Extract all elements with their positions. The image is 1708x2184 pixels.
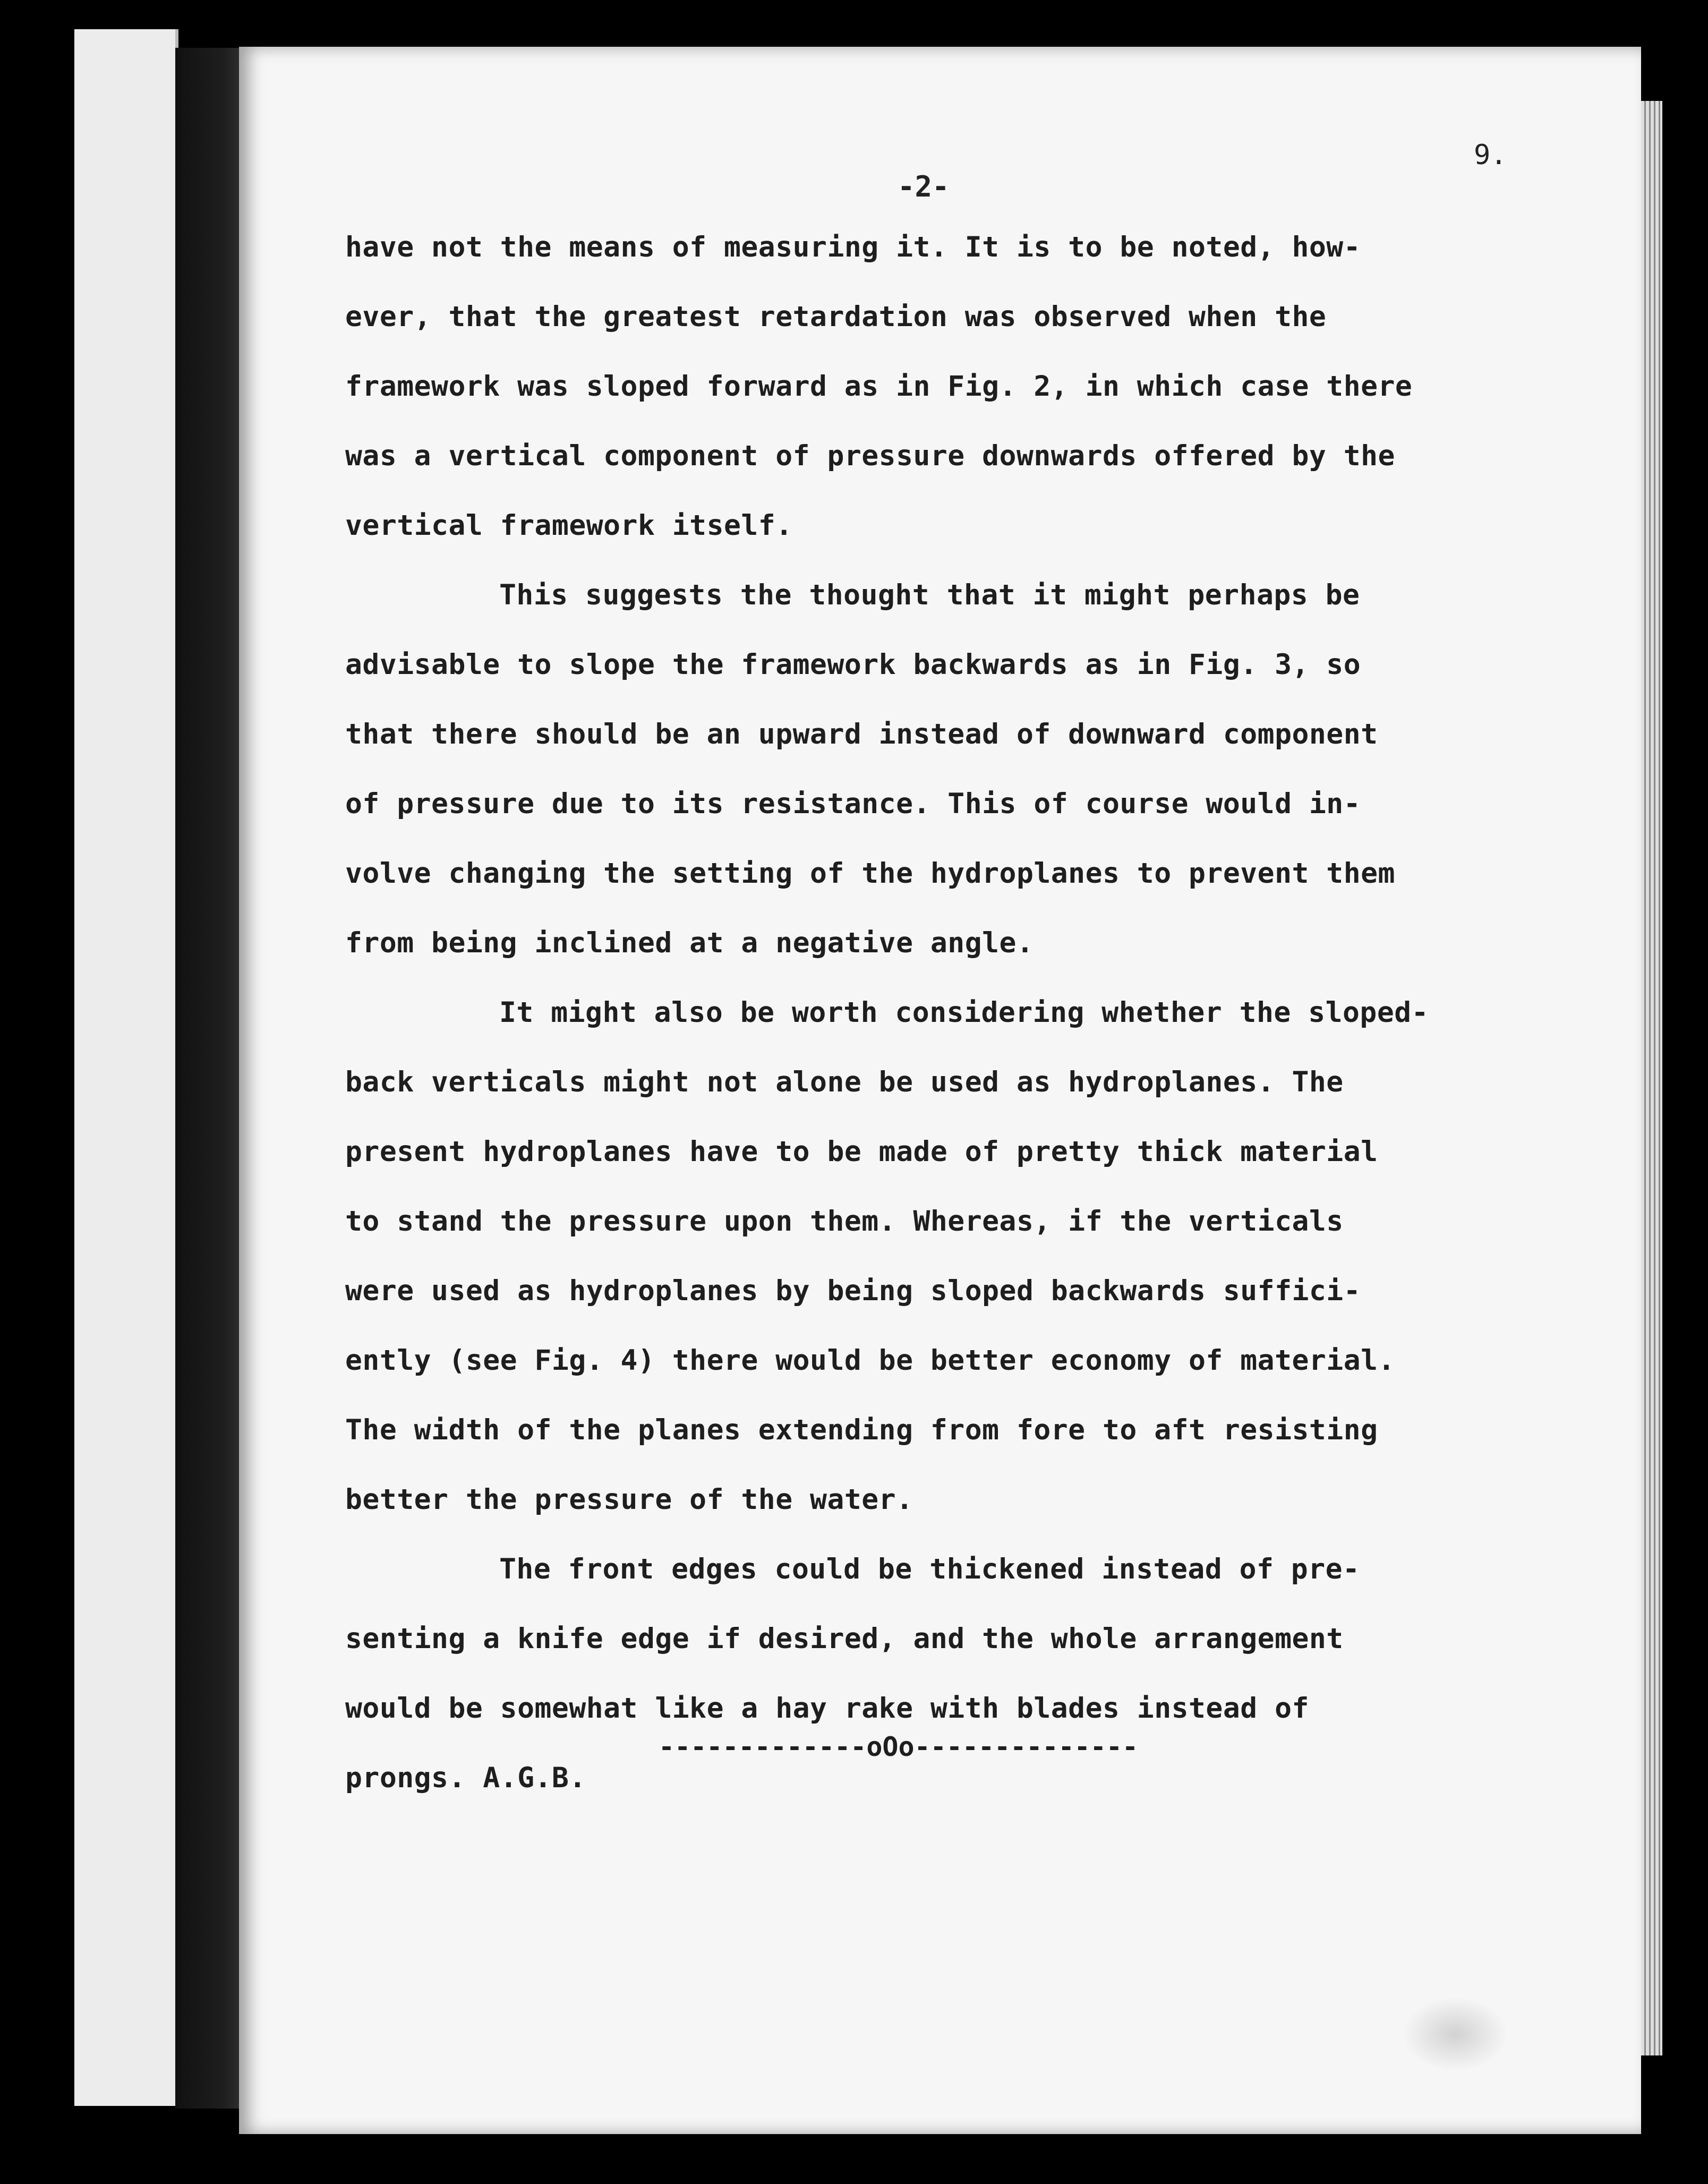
sheet-number: 9.: [1474, 139, 1507, 171]
text-line: back verticals might not alone be used as hydroplanes. The: [345, 1066, 1344, 1098]
text-line: ever, that the greatest retardation was observed when the: [345, 301, 1327, 333]
paragraph: [345, 212, 1599, 560]
paper-smudge: [1402, 1997, 1508, 2071]
page-marker: -2-: [898, 170, 950, 203]
text-line: was a vertical component of pressure downwards offered by the: [345, 440, 1395, 472]
text-line: This suggests the thought that it might perhaps be: [499, 579, 1360, 611]
text-line: have not the means of measuring it. It is to be noted, how-: [345, 231, 1361, 263]
body-text: [345, 212, 1599, 1813]
text-line: vertical framework itself.: [345, 509, 793, 542]
text-line: It might also be worth considering whether the sloped-: [499, 996, 1429, 1029]
text-line: The front edges could be thickened instead of pre-: [499, 1553, 1360, 1585]
section-divider: -------------oOo--------------: [659, 1731, 1139, 1762]
text-line: senting a knife edge if desired, and the whole arrangement: [345, 1623, 1344, 1655]
text-line: that there should be an upward instead of downward component: [345, 718, 1378, 750]
text-line: ently (see Fig. 4) there would be better economy of material.: [345, 1344, 1395, 1377]
text-line: were used as hydroplanes by being sloped backwards suffici-: [345, 1275, 1361, 1307]
text-line: The width of the planes extending from fore to aft resisting: [345, 1414, 1378, 1446]
paragraph: [345, 978, 1599, 1534]
text-line: advisable to slope the framework backwards as in Fig. 3, so: [345, 649, 1361, 681]
paragraph: [345, 1534, 1599, 1813]
text-line: to stand the pressure upon them. Whereas, if the verticals: [345, 1205, 1344, 1238]
text-line: of pressure due to its resistance. This of course would in-: [345, 788, 1361, 820]
text-line: present hydroplanes have to be made of pretty thick material: [345, 1136, 1378, 1168]
text-line: would be somewhat like a hay rake with blades instead of: [345, 1692, 1309, 1725]
text-line: prongs. A.G.B.: [345, 1762, 586, 1794]
facing-page-edge: [74, 29, 178, 2106]
paragraph: [345, 560, 1599, 978]
text-line: from being inclined at a negative angle.: [345, 927, 1034, 959]
text-line: volve changing the setting of the hydroplanes to prevent them: [345, 857, 1395, 890]
page-stack-edges: [1641, 101, 1662, 2055]
text-line: better the pressure of the water.: [345, 1483, 913, 1516]
text-line: framework was sloped forward as in Fig. 2, in which case there: [345, 370, 1413, 403]
